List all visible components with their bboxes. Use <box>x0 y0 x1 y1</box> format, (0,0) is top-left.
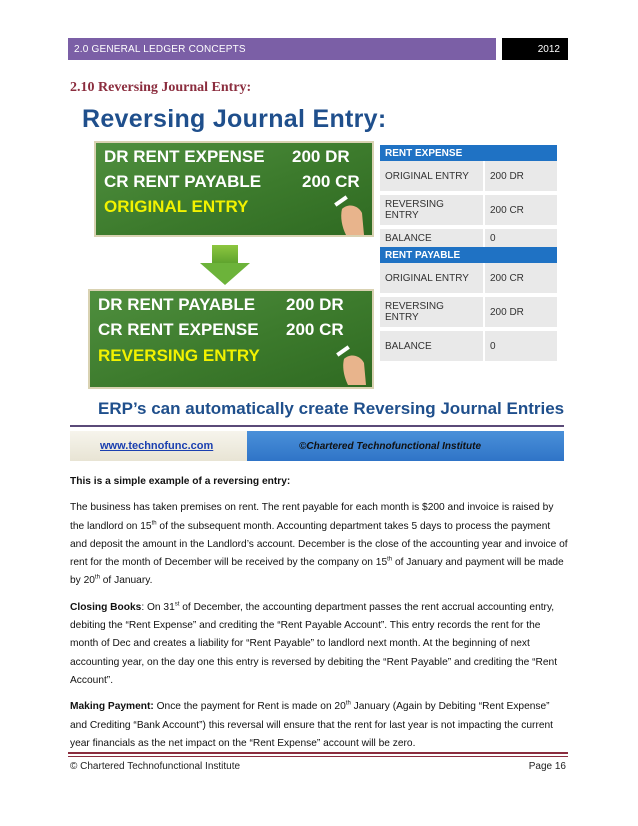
board2-val2: 200 CR <box>286 320 344 339</box>
original-entry-board <box>94 141 374 237</box>
figure-title: Reversing Journal Entry: <box>82 105 387 133</box>
board1-line2: CR RENT PAYABLE <box>104 172 262 191</box>
erp-tagline: ERP’s can automatically create Reversing Journal Entries <box>98 399 565 418</box>
board2-val1: 200 DR <box>286 295 344 314</box>
board2-line1: DR RENT PAYABLE <box>98 295 256 314</box>
footer-copyright: © Chartered Technofunctional Institute <box>70 761 241 772</box>
figure-footer-bar <box>70 431 564 461</box>
technofunc-link[interactable]: www.technofunc.com <box>100 440 214 452</box>
reversing-entry-board <box>88 289 374 389</box>
board1-val2: 200 CR <box>302 172 360 191</box>
rent-payable-header: RENT PAYABLE <box>380 247 557 263</box>
table-row: ORIGINAL ENTRY 200 DR <box>380 161 557 191</box>
figure-divider <box>70 425 564 427</box>
reversing-entry-figure <box>70 105 564 463</box>
chalk-hand-icon <box>332 195 366 235</box>
table-row: BALANCE 0 <box>380 229 557 247</box>
header-year: 2012 <box>502 38 568 60</box>
rent-expense-header: RENT EXPENSE <box>380 145 557 161</box>
table-row: REVERSING ENTRY 200 DR <box>380 297 557 327</box>
board2-label: REVERSING ENTRY <box>98 346 260 365</box>
page-header <box>68 38 568 60</box>
paragraph-closing-books: Closing Books: On 31st of December, the accounting department passes the rent accrual accounting entry, debiting the “Rent Expense” and crediting the “Rent Payable Account”. This entry records the rent for the month of Dec and creates a liability for “Rent Payable” to landlord next month. At the beginning of next accounting year, on the day one this entry is reversed by debiting the “Rent Payable” and crediting the “Rent Account”. <box>70 601 558 686</box>
header-section-label: 2.0 GENERAL LEDGER CONCEPTS <box>68 38 496 60</box>
page-number: Page 16 <box>528 761 566 772</box>
down-arrow-icon <box>212 245 238 265</box>
paragraph-making-payment: Making Payment: Once the payment for Rent is made on 20th January (Again by Debiting “Rent Expense” and Crediting “Bank Account”) this reversal will ensure that the rent for last year is not impacting the current year financials as the net impact on the “Rent Expense” account will be zero. <box>70 700 554 749</box>
chalk-hand-icon <box>334 345 368 385</box>
paragraph-scenario: The business has taken premises on rent. The rent payable for each month is $200 and invoice is raised by the landlord on 15th of the subsequent month. Accounting department takes 5 days to process the payment and deposit the amount in the Landlord’s account. December is the close of the accounting year and invoice of rent for the month of December will be received by the company on 15th of January and payment will be made by 20th of January. <box>70 502 568 587</box>
footer-rule <box>68 752 568 754</box>
intro-paragraph: This is a simple example of a reversing entry: <box>70 476 291 487</box>
body-text <box>70 473 568 761</box>
section-title: 2.10 Reversing Journal Entry: <box>70 80 252 95</box>
rent-accounts-table <box>380 145 557 361</box>
board1-val1: 200 DR <box>292 147 350 166</box>
down-arrow-head <box>200 263 250 285</box>
table-row: ORIGINAL ENTRY 200 CR <box>380 263 557 293</box>
figure-copyright: ©Chartered Technofunctional Institute <box>299 440 482 452</box>
table-row: BALANCE 0 <box>380 331 557 361</box>
board1-line1: DR RENT EXPENSE <box>104 147 265 166</box>
board1-label: ORIGINAL ENTRY <box>104 197 249 216</box>
table-row: REVERSING ENTRY 200 CR <box>380 195 557 225</box>
board2-line2: CR RENT EXPENSE <box>98 320 259 339</box>
